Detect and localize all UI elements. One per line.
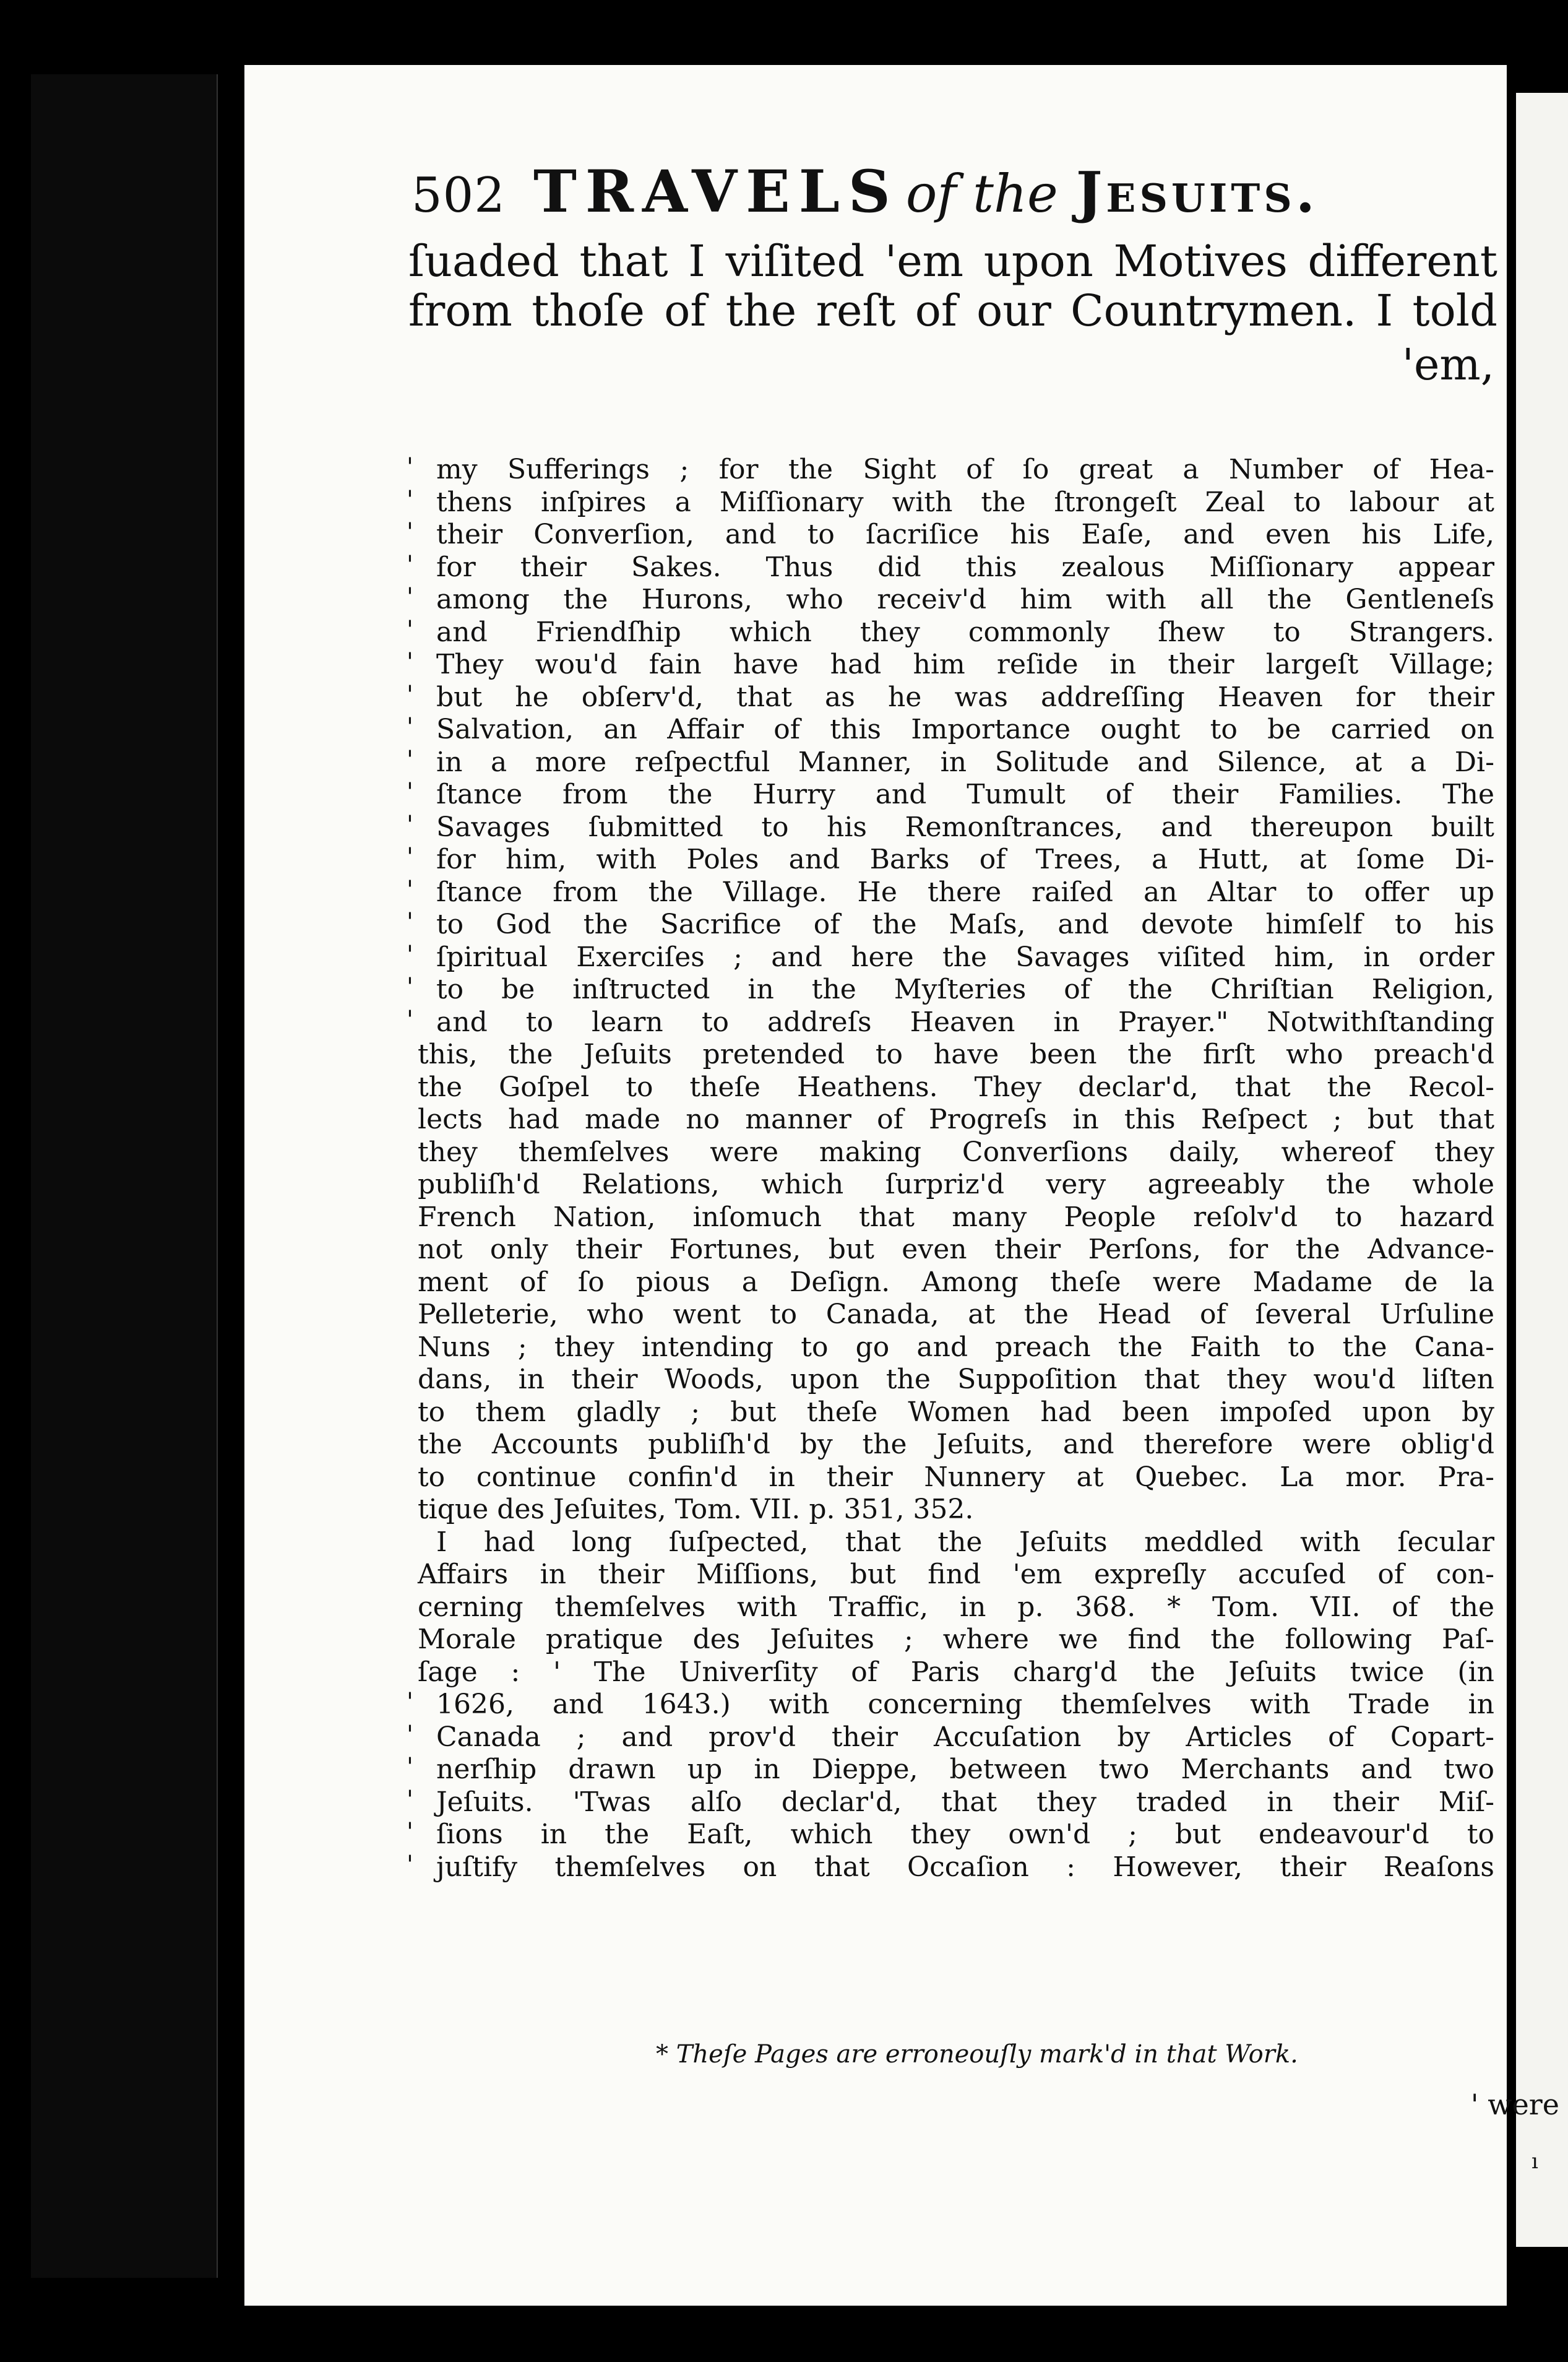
- text-line: [418, 1136, 1494, 1169]
- text-line: [407, 583, 1494, 616]
- text-line: [407, 940, 1494, 974]
- text-line: [407, 843, 1494, 876]
- line-text: for their Sakes. Thus did this zealous Miſſionary appear: [436, 551, 1494, 583]
- quotation-mark: ': [407, 648, 413, 677]
- quotation-mark: ': [407, 908, 413, 937]
- quotation-mark: ': [407, 843, 413, 872]
- text-line: [407, 1005, 1494, 1039]
- text-line: [418, 1656, 1494, 1689]
- line-text: Morale pratique des Jeſuites ; where we find the following Paſ-: [418, 1624, 1494, 1655]
- text-line: [407, 1818, 1494, 1851]
- line-text: Nuns ; they intending to go and preach the Faith to the Cana-: [418, 1331, 1494, 1363]
- line-text: Jeſuits. 'Twas alſo declar'd, that they traded in their Miſ-: [436, 1786, 1494, 1818]
- quotation-mark: ': [407, 583, 413, 612]
- line-text: I had long ſuſpected, that the Jeſuits meddled with ſecular: [436, 1526, 1494, 1558]
- line-text: to God the Sacrifice of the Maſs, and devote himſelf to his: [436, 909, 1494, 940]
- facing-page-edge: [1510, 93, 1568, 2247]
- text-line: [418, 1559, 1494, 1591]
- text-line: [407, 1850, 1494, 1884]
- text-line: [407, 875, 1494, 909]
- text-line: [418, 1234, 1494, 1266]
- line-text: publiſh'd Relations, which ſurpriz'd very agreeably the whole: [418, 1169, 1494, 1200]
- page-number: 502: [411, 168, 506, 223]
- text-line: [418, 1461, 1494, 1494]
- text-line: [407, 453, 1494, 487]
- book-page: [244, 65, 1559, 2306]
- quotation-mark: ': [407, 1688, 413, 1716]
- line-text: in a more reſpectful Manner, in Solitude and Silence, at a Di-: [436, 746, 1494, 778]
- running-title-jesuits: Jesuits.: [1075, 160, 1319, 225]
- line-text: juſtify themſelves on that Occaſion : However, their Reaſons: [436, 1851, 1494, 1883]
- line-text: my Sufferings ; for the Sight of ſo great a Number of Hea-: [436, 454, 1494, 485]
- line-text: Affairs in their Miſſions, but find 'em expreſly accuſed of con-: [418, 1559, 1494, 1590]
- catchword: 'em,: [1402, 339, 1494, 390]
- quotation-mark: ': [407, 713, 413, 742]
- line-text: ſions in the Eaſt, which they own'd ; but endeavour'd to: [436, 1819, 1494, 1850]
- text-line: [407, 908, 1494, 941]
- line-text: they themſelves were making Converſions daily, whereof they: [418, 1136, 1494, 1168]
- text-line: [407, 1688, 1494, 1721]
- signature-mark: ı: [1531, 2149, 1538, 2174]
- line-text: Savages ſubmitted to his Remonſtrances, and thereupon built: [436, 811, 1494, 843]
- footnote: * Theſe Pages are erroneouſly mark'd in that Work.: [656, 2040, 1298, 2069]
- running-title-of-the: of the: [905, 163, 1058, 224]
- line-text: the Goſpel to theſe Heathens. They declar'd, that the Recol-: [418, 1071, 1494, 1103]
- quotation-mark: ': [407, 810, 413, 839]
- text-line: [418, 1624, 1494, 1656]
- running-title: TRAVELS: [533, 158, 899, 226]
- quotation-mark: ': [407, 1785, 413, 1814]
- text-line: [407, 1753, 1494, 1786]
- text-line: [407, 680, 1494, 714]
- text-line: [418, 1364, 1494, 1396]
- body-text-line: ſuaded that I viſited 'em upon Motives different: [408, 236, 1497, 287]
- line-text: French Nation, inſomuch that many People reſolv'd to hazard: [418, 1201, 1494, 1233]
- line-text: ſage : ' The Univerſity of Paris charg'd the Jeſuits twice (in: [418, 1656, 1494, 1688]
- text-line: [418, 1169, 1494, 1201]
- quotation-mark: ': [407, 1850, 413, 1879]
- text-line: [418, 1494, 1494, 1526]
- line-text: ſtance from the Village. He there raiſed an Altar to offer up: [436, 876, 1494, 908]
- quotation-mark: ': [407, 875, 413, 904]
- line-text: the Accounts publiſh'd by the Jeſuits, and therefore were oblig'd: [418, 1429, 1494, 1460]
- quotation-mark: ': [407, 1818, 413, 1846]
- line-text: to them gladly ; but theſe Women had been impoſed upon by: [418, 1396, 1494, 1428]
- text-line: [418, 1071, 1494, 1104]
- line-text: ſpiritual Exerciſes ; and here the Savages viſited him, in order: [436, 941, 1494, 973]
- catchword-bottom: ' were: [1470, 2088, 1559, 2121]
- line-text: Salvation, an Affair of this Importance ought to be carried on: [436, 714, 1494, 745]
- line-text: They wou'd fain have had him reſide in their largeſt Village;: [436, 649, 1494, 680]
- quotation-mark: ': [407, 680, 413, 709]
- line-text: not only their Fortunes, but even their Perſons, for the Advance-: [418, 1234, 1494, 1265]
- line-text: lects had made no manner of Progreſs in this Reſpect ; but that: [418, 1104, 1494, 1135]
- line-text: ſtance from the Hurry and Tumult of their Families. The: [436, 779, 1494, 810]
- body-text-line: from thoſe of the reſt of our Countrymen. I told: [408, 285, 1497, 336]
- line-text: Pelleterie, who went to Canada, at the Head of ſeveral Urſuline: [418, 1299, 1494, 1330]
- text-line: [407, 518, 1494, 552]
- line-text: 1626, and 1643.) with concerning themſelves with Trade in: [436, 1689, 1494, 1720]
- line-text: and Friendſhip which they commonly ſhew to Strangers.: [436, 616, 1494, 648]
- line-text: to be inſtructed in the Myſteries of the Chriſtian Religion,: [436, 974, 1494, 1005]
- line-text: to continue confin'd in their Nunnery at Quebec. La mor. Pra-: [418, 1461, 1494, 1493]
- line-text: ment of ſo pious a Deſign. Among theſe were Madame de la: [418, 1266, 1494, 1298]
- text-line: [418, 1429, 1494, 1461]
- quotation-mark: ': [407, 745, 413, 774]
- text-line: [407, 778, 1494, 811]
- quotation-mark: ': [407, 453, 413, 482]
- text-line: [407, 745, 1494, 779]
- text-line: [418, 1039, 1494, 1071]
- line-text: this, the Jeſuits pretended to have been the firſt who preach'd: [418, 1039, 1494, 1070]
- text-line: [407, 973, 1494, 1006]
- text-line: [418, 1266, 1494, 1299]
- quotation-mark: ': [407, 485, 413, 514]
- text-line: [418, 1299, 1494, 1331]
- text-line: [407, 615, 1494, 649]
- quotation-mark: ': [407, 1005, 413, 1034]
- line-text: and to learn to addreſs Heaven in Prayer." Notwithſtanding: [436, 1006, 1494, 1038]
- text-line: [418, 1591, 1494, 1624]
- line-text: thens inſpires a Miſſionary with the ſtrongeſt Zeal to labour at: [436, 486, 1494, 518]
- book-cover-edge: [31, 74, 218, 2278]
- running-head: [411, 158, 1494, 244]
- text-line: [407, 648, 1494, 681]
- line-text: but he obſerv'd, that as he was addreſſing Heaven for their: [436, 681, 1494, 713]
- quotation-mark: ': [407, 550, 413, 579]
- text-line: [418, 1201, 1494, 1234]
- quotation-mark: ': [407, 1753, 413, 1781]
- text-line: [407, 1785, 1494, 1819]
- line-text: tique des Jeſuites, Tom. VII. p. 351, 352.: [418, 1494, 974, 1525]
- text-line: [407, 1720, 1494, 1754]
- quotation-mark: ': [407, 615, 413, 644]
- quotation-mark: ': [407, 940, 413, 969]
- line-text: Canada ; and prov'd their Accuſation by Articles of Copart-: [436, 1721, 1494, 1753]
- text-line: [418, 1104, 1494, 1136]
- line-text: dans, in their Woods, upon the Suppoſition that they wou'd liſten: [418, 1364, 1494, 1395]
- text-line: [418, 1526, 1494, 1559]
- line-text: for him, with Poles and Barks of Trees, a Hutt, at ſome Di-: [436, 844, 1494, 875]
- text-line: [407, 713, 1494, 746]
- text-line: [407, 810, 1494, 844]
- quotation-mark: ': [407, 973, 413, 1001]
- text-line: [407, 485, 1494, 519]
- quotation-mark: ': [407, 518, 413, 547]
- line-text: nerſhip drawn up in Dieppe, between two Merchants and two: [436, 1754, 1494, 1785]
- text-line: [407, 550, 1494, 584]
- text-line: [418, 1331, 1494, 1364]
- quotation-mark: ': [407, 1720, 413, 1749]
- quoted-text-block: [407, 453, 1494, 1884]
- text-line: [418, 1396, 1494, 1429]
- line-text: cerning themſelves with Traffic, in p. 368. * Tom. VII. of the: [418, 1591, 1494, 1623]
- quotation-mark: ': [407, 778, 413, 807]
- line-text: among the Hurons, who receiv'd him with all the Gentleneſs: [436, 584, 1494, 615]
- line-text: their Converſion, and to ſacriſice his Eaſe, and even his Life,: [436, 519, 1494, 550]
